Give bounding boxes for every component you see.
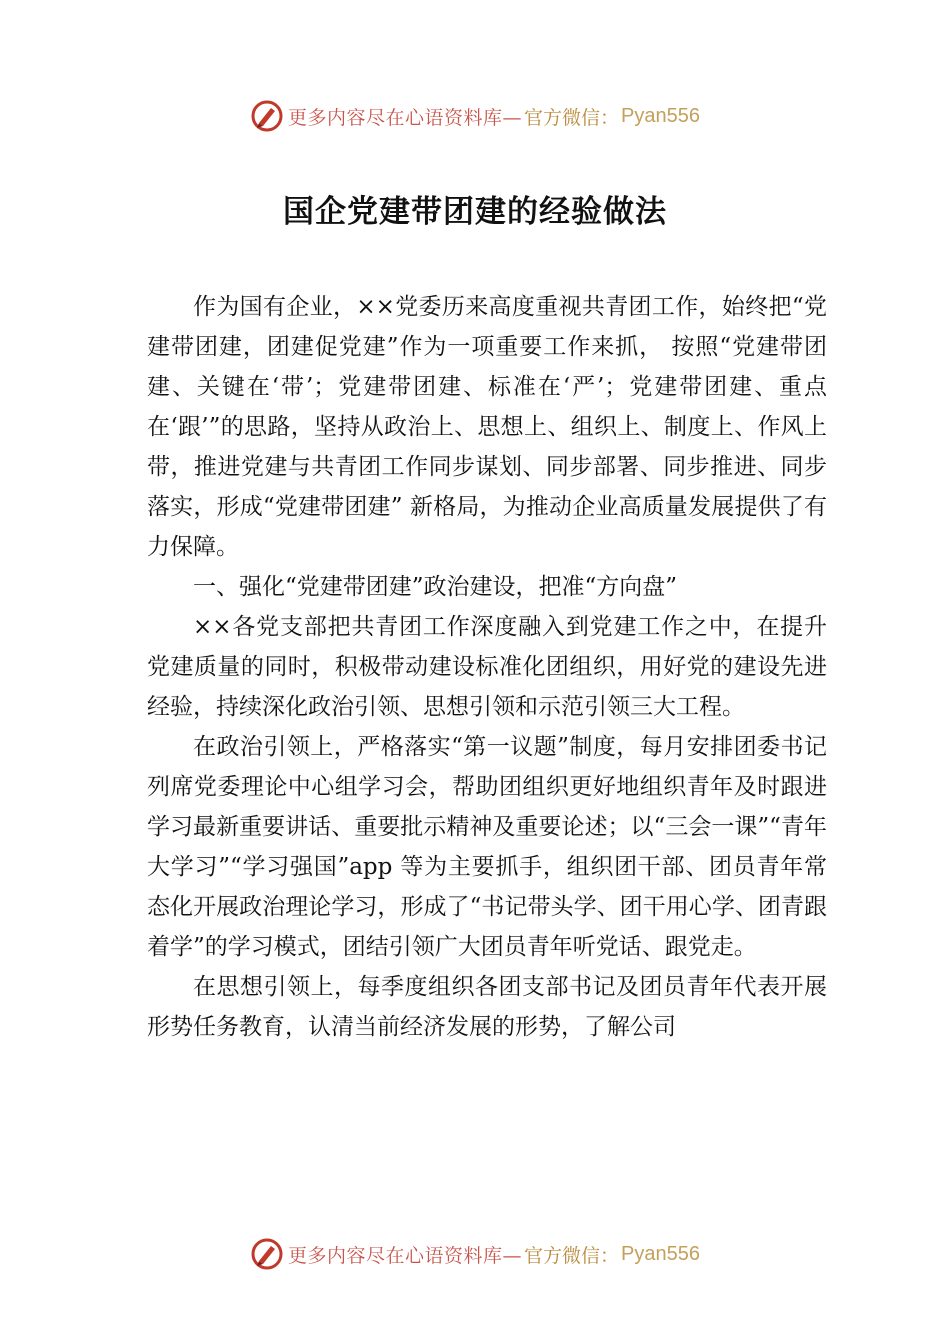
banner-slogan: 更多内容尽在心语资料库— (288, 106, 523, 129)
intro-paragraph: 作为国有企业，××党委历来高度重视共青团工作，始终把“党建带团建，团建促党建”作为一项重要工作来抓， 按照“党建带团建、关键在‘带’；党建带团建、标准在‘严’；党建带团建、重点在‘跟’”的思路，坚持从政治上、思想上、组织上、制度上、作风上带，推进党建与共青团工作同步谋划、同步部署、同步推进、同步落实，形成“党建带团建” 新格局，为推动企业高质量发展提供了有力保障。 (147, 294, 827, 560)
footer-banner (0, 1234, 950, 1274)
banner-wechat-label: 官方微信： (524, 106, 620, 129)
body-paragraph: ××各党支部把共青团工作深度融入到党建工作之中，在提升党建质量的同时，积极带动建设标准化团组织，用好党的建设先进经验，持续深化政治引领、思想引领和示范引领三大工程。 (147, 614, 827, 720)
section-heading: 一、强化“党建带团建”政治建设，把准“方向盘” (193, 574, 678, 600)
banner-wechat-label: 官方微信： (524, 1244, 620, 1267)
banner-wechat-id: Pyan556 (621, 1242, 700, 1265)
body-paragraph: 在政治引领上，严格落实“第一议题”制度，每月安排团委书记列席党委理论中心组学习会，帮助团组织更好地组织青年及时跟进学习最新重要讲话、重要批示精神及重要论述；以“三会一课”“青年大学习”“学习强国”app 等为主要抓手，组织团干部、团员青年常态化开展政治理论学习，形成了“书记带头学、团干用心学、团青跟着学”的学习模式，团结引领广大团员青年听党话、跟党走。 (147, 734, 827, 960)
banner-wechat-id: Pyan556 (621, 104, 700, 127)
brand-logo-icon (250, 1237, 284, 1271)
header-banner (0, 96, 950, 136)
document-title: 国企党建带团建的经验做法 (283, 194, 667, 230)
banner-slogan: 更多内容尽在心语资料库— (288, 1244, 523, 1267)
body-paragraph: 在思想引领上，每季度组织各团支部书记及团员青年代表开展形势任务教育，认清当前经济发展的形势，了解公司 (147, 974, 827, 1040)
brand-logo-icon (250, 99, 284, 133)
document-body (147, 287, 827, 1047)
